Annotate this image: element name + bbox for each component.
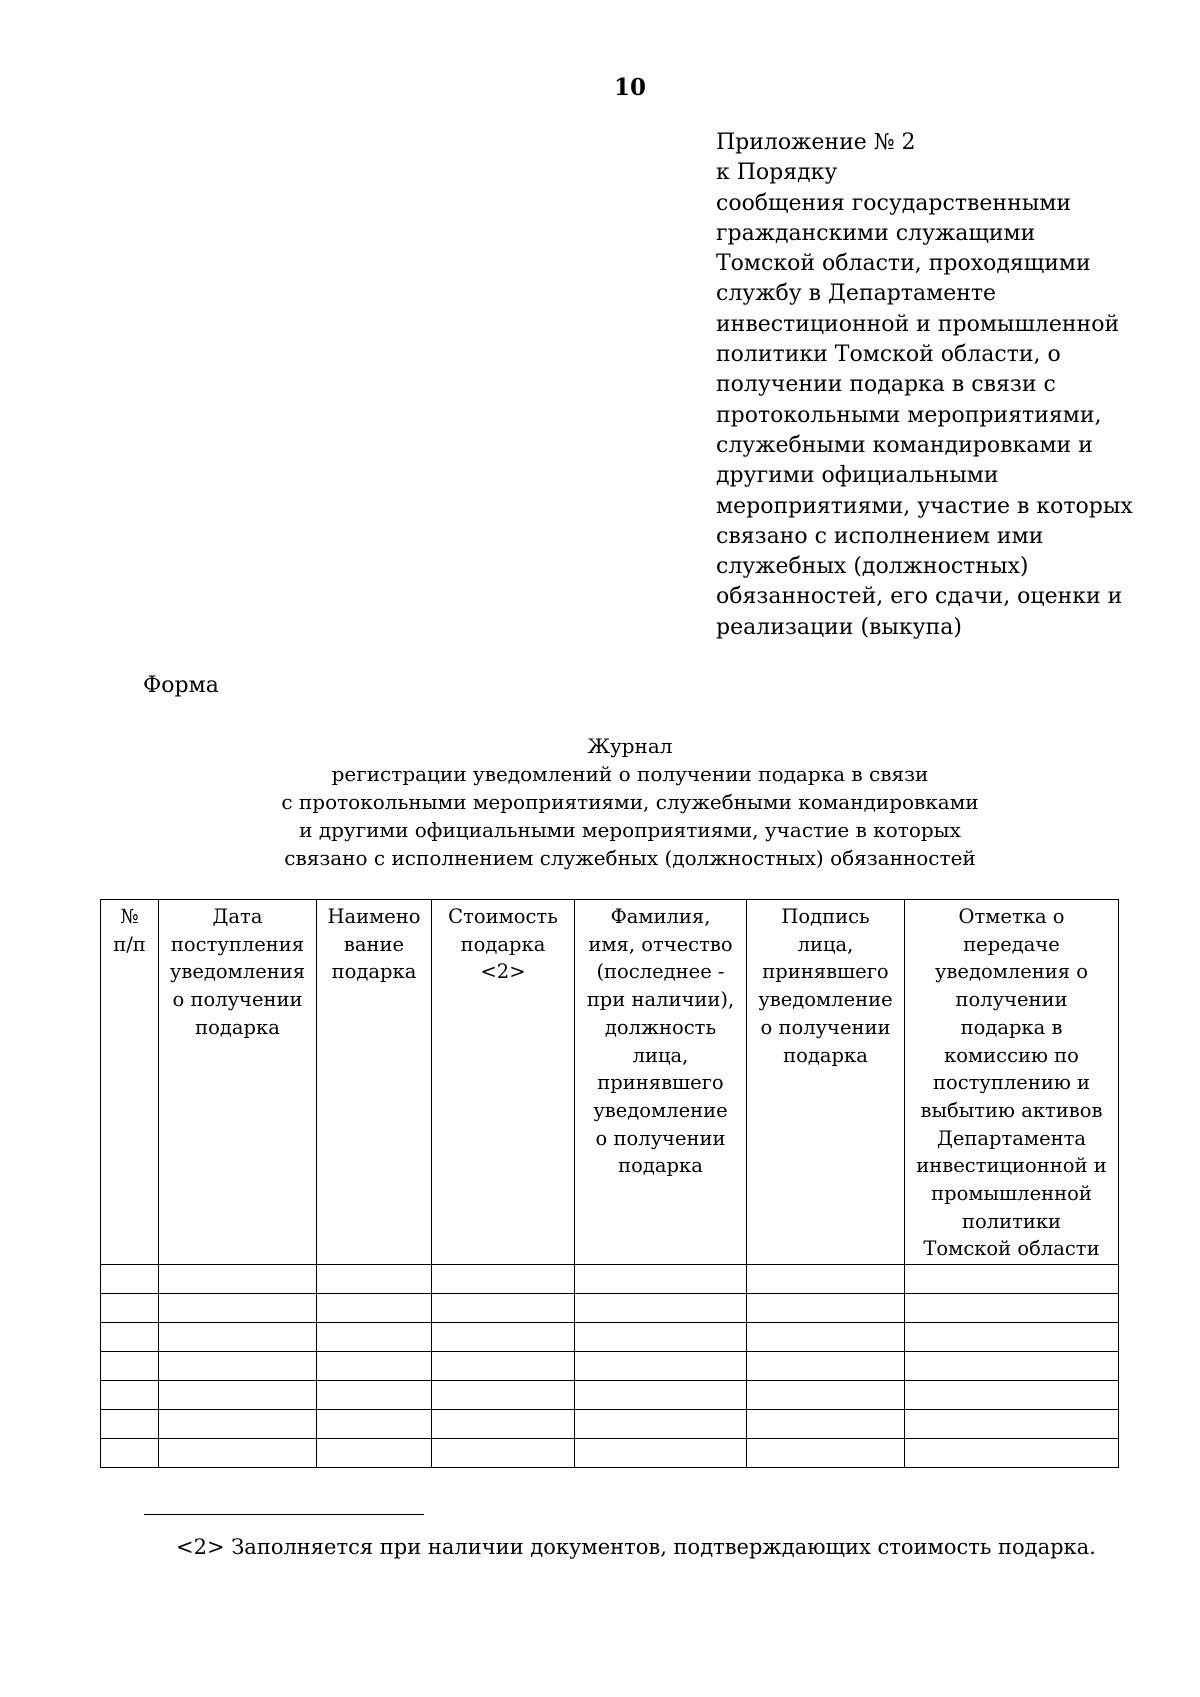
table-cell — [432, 1381, 575, 1410]
table-cell — [905, 1323, 1119, 1352]
table-cell — [159, 1294, 317, 1323]
column-header-line: <2> — [480, 960, 526, 984]
table-cell — [747, 1410, 905, 1439]
column-header-line: уведомление — [758, 988, 893, 1012]
column-header-line: инвестиционной и — [916, 1154, 1107, 1178]
table-cell — [317, 1323, 432, 1352]
table-cell — [317, 1352, 432, 1381]
appendix-line: обязанностей, его сдачи, оценки и — [716, 584, 1123, 610]
table-cell — [101, 1381, 159, 1410]
column-header-line: получении — [955, 988, 1068, 1012]
table-cell — [101, 1352, 159, 1381]
appendix-line: политики Томской области, о — [716, 342, 1061, 368]
column-header-line: принявшего — [762, 960, 889, 984]
appendix-line: сообщения государственными — [716, 190, 1072, 216]
appendix-line: инвестиционной и промышленной — [716, 311, 1120, 337]
table-cell — [317, 1439, 432, 1468]
table-cell — [747, 1323, 905, 1352]
column-header-line: подарка — [460, 932, 546, 956]
table-row — [101, 1410, 1119, 1439]
table-cell — [432, 1410, 575, 1439]
table-cell — [159, 1381, 317, 1410]
table-cell — [101, 1439, 159, 1468]
table-cell — [905, 1352, 1119, 1381]
column-header — [747, 900, 905, 1265]
table-cell — [432, 1265, 575, 1294]
column-header-line: выбытию активов — [920, 1098, 1103, 1122]
appendix-line: к Порядку — [716, 160, 838, 186]
table-cell — [317, 1381, 432, 1410]
table-header-row — [101, 900, 1119, 1265]
table-cell — [905, 1294, 1119, 1323]
column-header-line: лица, — [797, 932, 854, 956]
column-header-line: промышленной — [931, 1182, 1092, 1206]
appendix-line: связано с исполнением ими — [716, 523, 1044, 549]
table-cell — [432, 1323, 575, 1352]
column-header-line: № — [120, 905, 139, 928]
column-header-line: лица, — [632, 1043, 689, 1067]
column-header-line: должность — [604, 1015, 717, 1039]
table-cell — [575, 1381, 747, 1410]
table-row — [101, 1294, 1119, 1323]
footnote: <2> Заполняется при наличии документов, подтверждающих стоимость подарка. — [176, 1535, 1096, 1559]
column-header-line: уведомления о — [934, 960, 1089, 984]
column-header-line: подарка — [783, 1043, 868, 1067]
column-header-line: Департамента — [936, 1126, 1087, 1150]
table-row — [101, 1381, 1119, 1410]
journal-title — [0, 732, 1200, 872]
table-cell — [747, 1439, 905, 1468]
column-header-line: Отметка о — [958, 905, 1065, 928]
table-cell — [101, 1323, 159, 1352]
table-cell — [747, 1294, 905, 1323]
table-cell — [575, 1265, 747, 1294]
column-header-line: политики — [961, 1209, 1062, 1233]
column-header-line: комиссию по — [944, 1043, 1079, 1067]
column-header-line: Подпись — [781, 905, 870, 928]
table-cell — [905, 1439, 1119, 1468]
column-header — [432, 900, 575, 1265]
column-header-line: Стоимость — [448, 905, 558, 928]
column-header-line: при наличии), — [586, 988, 735, 1012]
column-header — [905, 900, 1119, 1265]
column-header — [101, 900, 159, 1265]
appendix-line: протокольными мероприятиями, — [716, 402, 1102, 428]
journal-title-line: Журнал — [587, 734, 673, 758]
table-row — [101, 1323, 1119, 1352]
table-cell — [432, 1439, 575, 1468]
journal-table — [100, 899, 1119, 1468]
appendix-line: гражданскими служащими — [716, 220, 1036, 246]
table-cell — [432, 1352, 575, 1381]
table-cell — [159, 1352, 317, 1381]
table-cell — [159, 1323, 317, 1352]
table-cell — [317, 1265, 432, 1294]
column-header — [575, 900, 747, 1265]
table-row — [101, 1352, 1119, 1381]
table-cell — [317, 1410, 432, 1439]
column-header-line: Томской области — [923, 1237, 1100, 1261]
column-header-line: Дата — [212, 905, 263, 928]
column-header-line: о получении — [595, 1126, 726, 1150]
table-cell — [575, 1294, 747, 1323]
column-header-line: поступления — [170, 932, 305, 956]
appendix-line: мероприятиями, участие в которых — [716, 493, 1133, 519]
column-header-line: поступлению и — [932, 1071, 1090, 1095]
column-header-line: подарка — [195, 1015, 280, 1039]
appendix-line: Приложение № 2 — [716, 130, 916, 155]
appendix-line: другими официальными — [716, 463, 999, 489]
column-header-line: принявшего — [597, 1071, 724, 1095]
table-cell — [101, 1265, 159, 1294]
column-header — [159, 900, 317, 1265]
table-cell — [101, 1410, 159, 1439]
journal-title-line: с протокольными мероприятиями, служебными командировками — [281, 790, 979, 814]
table-cell — [159, 1265, 317, 1294]
appendix-heading — [716, 128, 1133, 643]
form-label: Форма — [143, 673, 219, 698]
column-header-line: подарка в — [960, 1015, 1063, 1039]
table-cell — [747, 1352, 905, 1381]
table-cell — [575, 1439, 747, 1468]
column-header-line: вание — [343, 932, 405, 956]
table-row — [101, 1439, 1119, 1468]
appendix-line: Томской области, проходящими — [716, 251, 1091, 277]
journal-title-line: и другими официальными мероприятиями, участие в которых — [299, 818, 961, 842]
appendix-line: служебных (должностных) — [716, 554, 1029, 580]
table-cell — [159, 1410, 317, 1439]
column-header-line: уведомление — [593, 1098, 728, 1122]
table-cell — [905, 1410, 1119, 1439]
journal-title-line: регистрации уведомлений о получении подарка в связи — [331, 762, 929, 786]
table-cell — [575, 1352, 747, 1381]
table-cell — [747, 1265, 905, 1294]
table-cell — [905, 1265, 1119, 1294]
appendix-line: реализации (выкупа) — [716, 614, 962, 640]
journal-title-line: связано с исполнением служебных (должностных) обязанностей — [284, 846, 976, 870]
column-header-line: имя, отчество — [588, 932, 733, 956]
column-header — [317, 900, 432, 1265]
table-cell — [575, 1323, 747, 1352]
footnote-separator — [144, 1514, 424, 1515]
table-cell — [159, 1439, 317, 1468]
column-header-line: п/п — [113, 932, 146, 956]
table-cell — [747, 1381, 905, 1410]
column-header-line: подарка — [618, 1154, 703, 1178]
column-header-line: уведомления — [169, 960, 306, 984]
table-cell — [905, 1381, 1119, 1410]
appendix-line: получении подарка в связи с — [716, 372, 1056, 398]
column-header-line: передаче — [963, 932, 1060, 956]
column-header-line: Наимено — [327, 905, 421, 928]
table-row — [101, 1265, 1119, 1294]
column-header-line: о получении — [172, 988, 303, 1012]
appendix-line: служебными командировками и — [716, 432, 1093, 458]
table-cell — [575, 1410, 747, 1439]
table-cell — [101, 1294, 159, 1323]
column-header-line: Фамилия, — [610, 905, 711, 928]
page-number: 10 — [613, 74, 646, 101]
appendix-line: службу в Департаменте — [716, 281, 997, 307]
table-body — [101, 1265, 1119, 1468]
column-header-line: подарка — [331, 960, 417, 984]
table-cell — [317, 1294, 432, 1323]
column-header-line: (последнее - — [596, 960, 725, 984]
column-header-line: о получении — [760, 1015, 891, 1039]
table-cell — [432, 1294, 575, 1323]
